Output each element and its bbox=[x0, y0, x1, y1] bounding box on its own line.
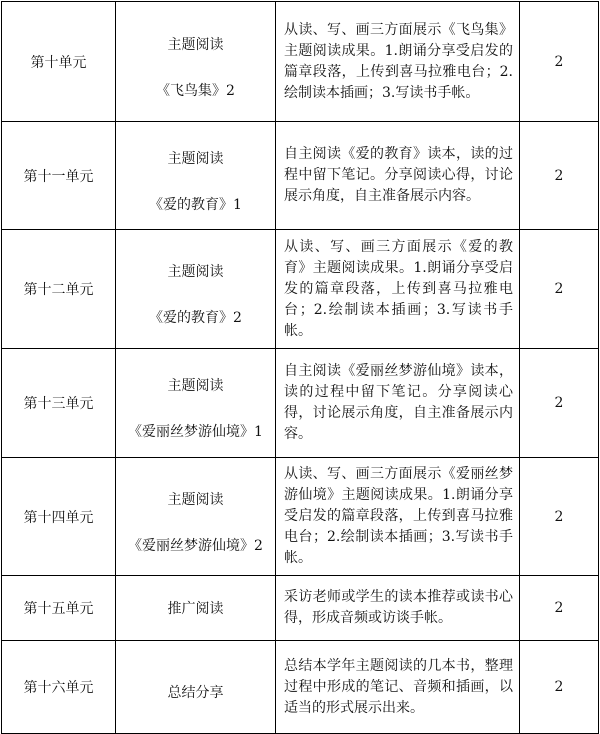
unit-cell: 第十五单元 bbox=[2, 576, 116, 641]
table-row bbox=[2, 576, 599, 641]
theme-label: 主题阅读 bbox=[167, 36, 224, 53]
content-cell: 从读、写、画三方面展示《飞鸟集》主题阅读成果。1.朗诵分享受启发的篇章段落，上传到喜马拉雅电台；2.绘制读本插画；3.写读书手帐。 bbox=[276, 2, 520, 122]
content-cell: 采访老师或学生的读本推荐或读书心得，形成音频或访谈手帐。 bbox=[276, 576, 520, 641]
theme-label: 主题阅读 bbox=[167, 150, 224, 167]
table-row bbox=[2, 2, 599, 122]
theme-label: 总结分享 bbox=[167, 685, 224, 701]
hours-cell: 2 bbox=[520, 349, 599, 458]
table-row bbox=[2, 230, 599, 349]
content-cell: 从读、写、画三方面展示《爱的教育》主题阅读成果。1.朗诵分享受启发的篇章段落，上传到喜马拉雅电台；2.绘制读本插画；3.写读书手帐。 bbox=[276, 230, 520, 349]
theme-cell bbox=[116, 2, 276, 122]
table-row bbox=[2, 641, 599, 734]
theme-cell bbox=[116, 458, 276, 576]
unit-cell: 第十一单元 bbox=[2, 122, 116, 230]
hours-cell: 2 bbox=[520, 641, 599, 734]
book-title: 《爱丽丝梦游仙境》1 bbox=[128, 424, 263, 440]
book-title: 《飞鸟集》2 bbox=[156, 82, 235, 99]
theme-cell bbox=[116, 122, 276, 230]
theme-cell bbox=[116, 230, 276, 349]
content-cell: 从读、写、画三方面展示《爱丽丝梦游仙境》主题阅读成果。1.朗诵分享受启发的篇章段落，上传到喜马拉雅电台；2.绘制读本插画；3.写读书手帐。 bbox=[276, 458, 520, 576]
unit-cell: 第十二单元 bbox=[2, 230, 116, 349]
theme-cell bbox=[116, 641, 276, 734]
content-cell: 总结本学年主题阅读的几本书，整理过程中形成的笔记、音频和插画，以适当的形式展示出来。 bbox=[276, 641, 520, 734]
book-title: 《爱的教育》1 bbox=[149, 196, 242, 213]
unit-cell: 第十四单元 bbox=[2, 458, 116, 576]
book-title: 《爱的教育》2 bbox=[149, 310, 242, 326]
theme-label: 主题阅读 bbox=[167, 264, 224, 280]
hours-cell: 2 bbox=[520, 576, 599, 641]
table-row bbox=[2, 458, 599, 576]
unit-cell: 第十三单元 bbox=[2, 349, 116, 458]
hours-cell: 2 bbox=[520, 122, 599, 230]
hours-cell: 2 bbox=[520, 458, 599, 576]
hours-cell: 2 bbox=[520, 2, 599, 122]
content-cell: 自主阅读《爱的教育》读本，读的过程中留下笔记。分享阅读心得，讨论展示角度，自主准备展示内容。 bbox=[276, 122, 520, 230]
book-title: 《爱丽丝梦游仙境》2 bbox=[128, 537, 263, 554]
table-row bbox=[2, 122, 599, 230]
hours-cell: 2 bbox=[520, 230, 599, 349]
theme-cell bbox=[116, 349, 276, 458]
content-cell: 自主阅读《爱丽丝梦游仙境》读本，读的过程中留下笔记。分享阅读心得，讨论展示角度，自主准备展示内容。 bbox=[276, 349, 520, 458]
table-row bbox=[2, 349, 599, 458]
unit-cell: 第十六单元 bbox=[2, 641, 116, 734]
theme-cell: 推广阅读 bbox=[116, 576, 276, 641]
theme-label: 主题阅读 bbox=[167, 378, 224, 394]
curriculum-table bbox=[1, 1, 599, 734]
theme-label: 主题阅读 bbox=[167, 491, 224, 508]
unit-cell: 第十单元 bbox=[2, 2, 116, 122]
